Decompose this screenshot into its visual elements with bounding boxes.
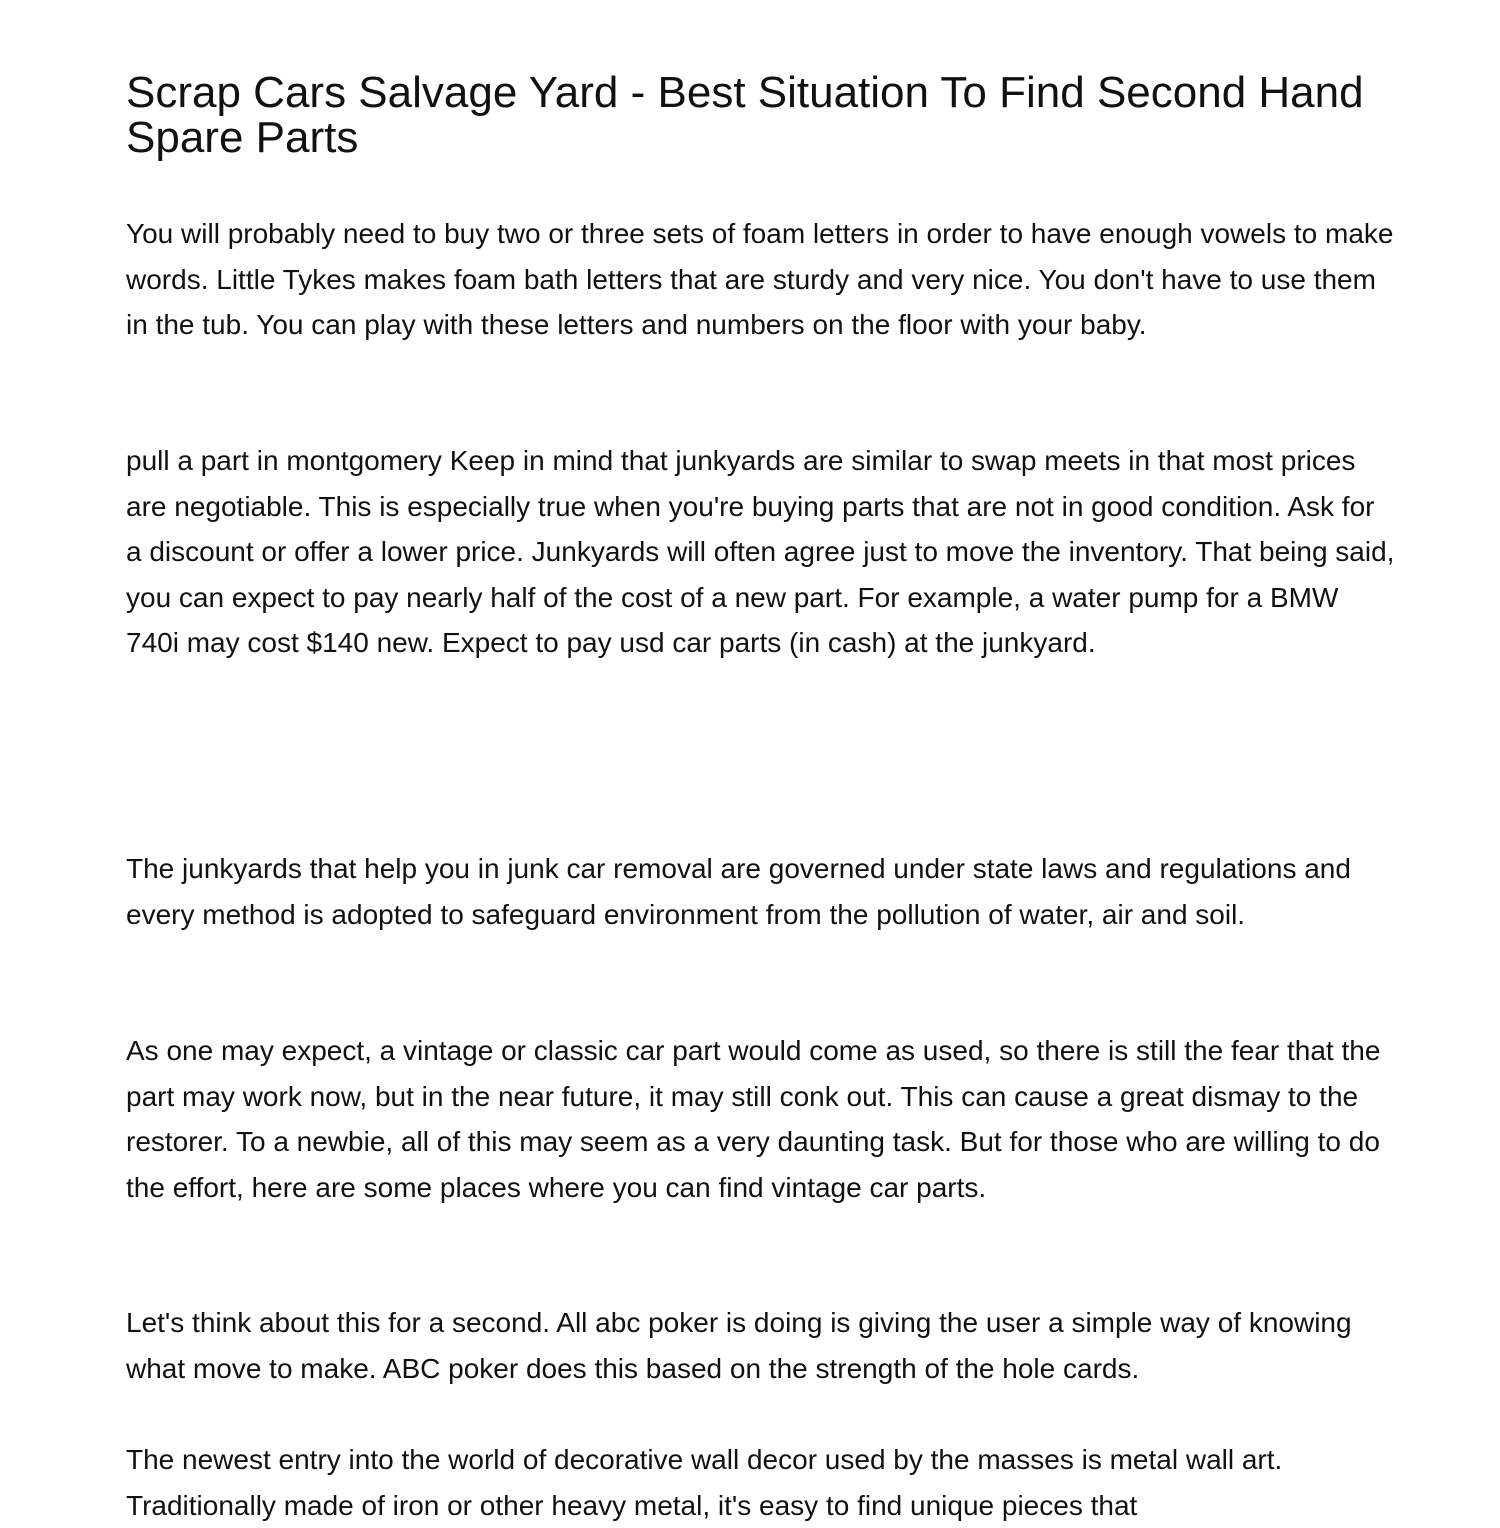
paragraph-vintage-parts: As one may expect, a vintage or classic car part would come as used, so there is still the fear that the part may work now, but in the near future, it may still conk out. This can cause a great dismay to the restorer. To a newbie, all of this may seem as a very daunting task. But for those who are willing to do the effort, here are some places where you can find vintage car parts. bbox=[126, 1035, 1381, 1203]
paragraph-metal-wall-art: The newest entry into the world of decorative wall decor used by the masses is metal wall art. Traditionally made of iron or other heavy metal, it's easy to find unique pieces that bbox=[126, 1444, 1283, 1521]
paragraph-foam-letters: You will probably need to buy two or three sets of foam letters in order to have enough vowels to make words. Little Tykes makes foam bath letters that are sturdy and very nice. You don't have to use them in the tub. You can play with these letters and numbers on the floor with your baby. bbox=[126, 218, 1394, 340]
paragraph-junk-car-removal: The junkyards that help you in junk car removal are governed under state laws and regulations and every method is adopted to safeguard environment from the pollution of water, air and soil. bbox=[126, 853, 1351, 930]
paragraph-junkyard-prices: pull a part in montgomery Keep in mind that junkyards are similar to swap meets in that most prices are negotiable. This is especially true when you're buying parts that are not in good condition. Ask for a discount or offer a lower price. Junkyards will often agree just to move the inventory. That being said, you can expect to pay nearly half of the cost of a new part. For example, a water pump for a BMW 740i may cost $140 new. Expect to pay usd car parts (in cash) at the junkyard. bbox=[126, 445, 1395, 658]
paragraph-abc-poker: Let's think about this for a second. All abc poker is doing is giving the user a simple way of knowing what move to make. ABC poker does this based on the strength of the hole cards. bbox=[126, 1307, 1352, 1384]
document-title: Scrap Cars Salvage Yard - Best Situation To Find Second Hand Spare Parts bbox=[126, 68, 1364, 162]
